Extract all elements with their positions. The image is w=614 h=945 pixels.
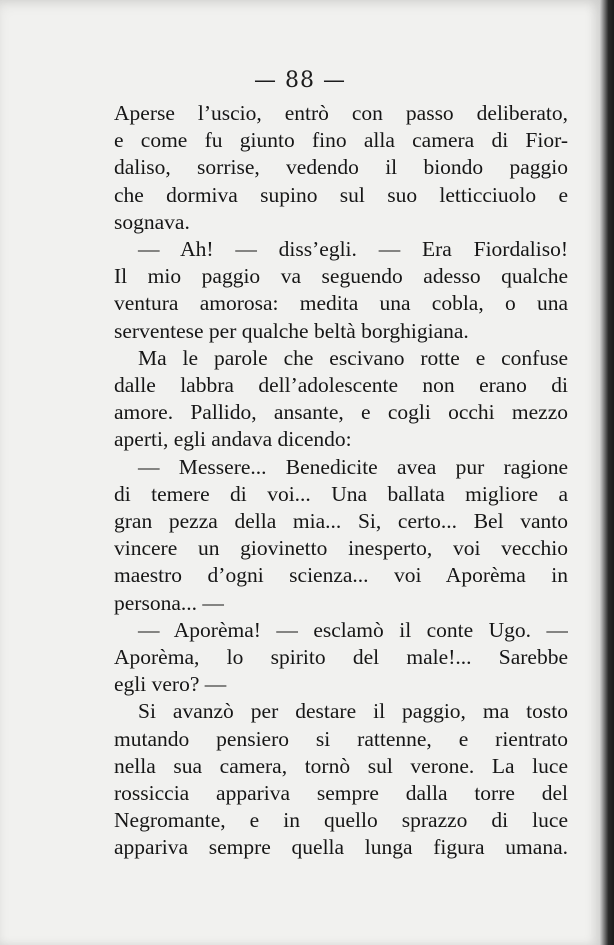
text-line: — Ah! — diss’egli. — Era Fiordaliso! — [138, 237, 568, 262]
text-line: e come fu giunto fino alla camera di Fior- — [114, 128, 568, 153]
text-line: egli vero? — — [114, 672, 227, 697]
text-line: nella sua camera, tornò sul verone. La luce — [114, 753, 568, 778]
text-line: — Aporèma! — esclamò il conte Ugo. — — [138, 617, 568, 642]
text-line: Si avanzò per destare il paggio, ma tosto — [138, 699, 568, 724]
text-line: appariva sempre quella lunga figura umana. — [114, 835, 568, 860]
text-line: maestro d’ogni scienza... voi Aporèma in — [114, 563, 568, 588]
text-line: vincere un giovinetto inesperto, voi vecchio — [114, 536, 568, 561]
text-line: persona... — — [114, 590, 224, 615]
text-line: amore. Pallido, ansante, e cogli occhi mezzo — [114, 400, 568, 425]
text-line: Negromante, e in quello sprazzo di luce — [114, 808, 568, 833]
text-line: aperti, egli andava dicendo: — [114, 427, 352, 452]
text-line: daliso, sorrise, vedendo il biondo paggio — [114, 155, 568, 180]
text-line: Aporèma, lo spirito del male!... Sarebbe — [114, 645, 568, 670]
text-line: Ma le parole che escivano rotte e confuse — [138, 345, 568, 370]
text-line: ventura amorosa: medita una cobla, o una — [114, 291, 568, 316]
text-line: dalle labbra dell’adolescente non erano di — [114, 373, 568, 398]
text-line: Il mio paggio va seguendo adesso qualche — [114, 264, 568, 289]
text-line: gran pezza della mia... Si, certo... Bel vanto — [114, 509, 568, 534]
text-line: rossiccia appariva sempre dalla torre del — [114, 781, 568, 806]
text-line: Aperse l’uscio, entrò con passo deliberato, — [114, 101, 568, 125]
book-spine — [600, 0, 614, 945]
text-line: sognava. — [114, 209, 190, 234]
text-line: che dormiva supino sul suo letticciuolo e — [114, 182, 568, 207]
page-number: — 88 — — [254, 68, 346, 93]
text-line: mutando pensiero si rattenne, e rientrato — [114, 726, 568, 751]
text-line: — Messere... Benedicite avea pur ragione — [138, 454, 568, 479]
body-text — [114, 100, 568, 862]
text-line: serventese per qualche beltà borghigiana. — [114, 318, 469, 343]
text-line: di temere di voi... Una ballata migliore a — [114, 481, 568, 506]
